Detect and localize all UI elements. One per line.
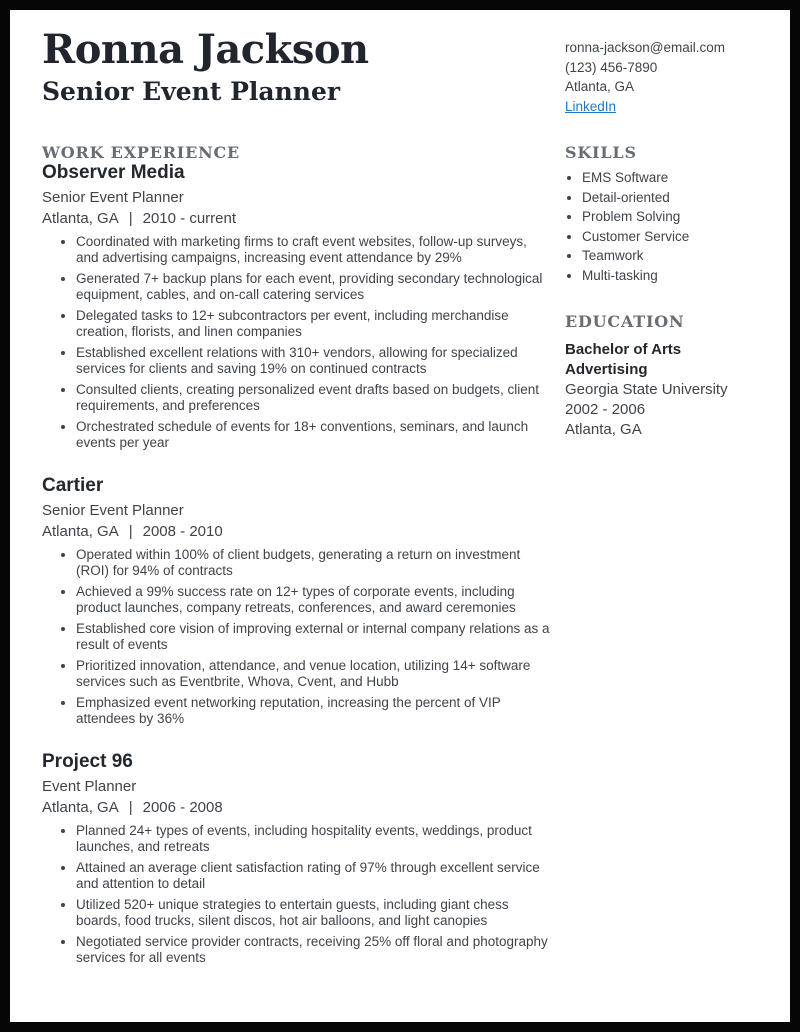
header-identity — [42, 26, 552, 116]
job-project-96 — [42, 751, 552, 966]
education-location: Atlanta, GA — [565, 420, 642, 438]
job-bullet: • Orchestrated schedule of events for 18+ conventions, seminars, and launch events per year — [76, 419, 552, 451]
job-location: Atlanta, GA — [42, 799, 119, 816]
meta-separator: | — [128, 799, 133, 816]
job-role: Senior Event Planner — [42, 502, 184, 519]
job-location: Atlanta, GA — [42, 210, 119, 227]
meta-separator: | — [128, 523, 133, 540]
job-meta — [42, 210, 552, 227]
job-bullet: • Operated within 100% of client budgets, generating a return on investment (ROI) for 94% of contracts — [76, 547, 552, 579]
job-bullet: • Planned 24+ types of events, including hospitality events, weddings, product launches, and retreats — [76, 823, 552, 855]
contact-location: Atlanta, GA — [565, 79, 635, 94]
job-bullet: • Consulted clients, creating personalized event drafts based on budgets, client requirements, and preferences — [76, 382, 552, 414]
education-major: Advertising — [565, 360, 648, 378]
job-bullet: • Prioritized innovation, attendance, and venue location, utilizing 14+ software services such as Eventbrite, Whova, Cvent, and Hubb — [76, 658, 552, 690]
sidebar-column — [565, 116, 764, 971]
job-meta — [42, 799, 552, 816]
job-bullet: • Attained an average client satisfaction rating of 97% through excellent service and attention to detail — [76, 860, 552, 892]
job-bullet: • Delegated tasks to 12+ subcontractors per event, including merchandise creation, florists, and linen companies — [76, 308, 552, 340]
company-name: Project 96 — [42, 751, 133, 772]
job-dates: 2010 - current — [142, 210, 237, 227]
linkedin-link[interactable]: LinkedIn — [565, 98, 617, 114]
contact-email: ronna-jackson@email.com — [565, 40, 726, 55]
job-bullet-list — [42, 823, 552, 966]
education-heading: EDUCATION — [565, 311, 685, 331]
skill-item: • Problem Solving — [582, 210, 764, 224]
job-bullet: • Utilized 520+ unique strategies to entertain guests, including giant chess boards, food trucks, silent discos, hot air balloons, and light canopies — [76, 897, 552, 929]
job-bullet: • Achieved a 99% success rate on 12+ types of corporate events, including product launches, company retreats, conferences, and award ceremonies — [76, 584, 552, 616]
skills-list — [565, 171, 764, 283]
job-bullet: • Established core vision of improving external or internal company relations as a result of events — [76, 621, 552, 653]
job-role: Event Planner — [42, 778, 137, 795]
company-name: Observer Media — [42, 162, 185, 183]
education-degree: Bachelor of Arts — [565, 340, 682, 358]
skill-item: • Multi-tasking — [582, 269, 764, 283]
person-title: Senior Event Planner — [42, 76, 341, 106]
job-location: Atlanta, GA — [42, 523, 119, 540]
contact-block — [565, 26, 764, 116]
education-block — [565, 340, 764, 440]
job-bullet: • Negotiated service provider contracts, receiving 25% off floral and photography services for all events — [76, 934, 552, 966]
skill-item: • EMS Software — [582, 171, 764, 185]
contact-phone: (123) 456-7890 — [565, 59, 658, 75]
company-name: Cartier — [42, 475, 104, 496]
job-bullet-list — [42, 547, 552, 727]
job-bullet: • Coordinated with marketing firms to craft event websites, follow-up surveys, and advertising campaigns, increasing event attendance by 29% — [76, 234, 552, 266]
skill-item: • Teamwork — [582, 249, 764, 263]
work-experience-heading: WORK EXPERIENCE — [42, 143, 241, 162]
job-meta — [42, 523, 552, 540]
job-cartier — [42, 475, 552, 727]
meta-separator: | — [128, 210, 133, 227]
job-bullet: • Established excellent relations with 310+ vendors, allowing for specialized services for clients and saving 19% on continued contracts — [76, 345, 552, 377]
job-bullet-list — [42, 234, 552, 451]
job-bullet: • Generated 7+ backup plans for each event, providing secondary technological equipment, cables, and on-call catering services — [76, 271, 552, 303]
education-dates: 2002 - 2006 — [565, 400, 646, 418]
skill-item: • Detail-oriented — [582, 191, 764, 205]
job-role: Senior Event Planner — [42, 189, 184, 206]
skill-item: • Customer Service — [582, 230, 764, 244]
job-dates: 2008 - 2010 — [142, 523, 223, 540]
page-grid — [42, 26, 764, 971]
education-school: Georgia State University — [565, 380, 728, 398]
job-observer-media — [42, 162, 552, 451]
main-column — [42, 116, 552, 971]
job-bullet: • Emphasized event networking reputation, increasing the percent of VIP attendees by 36% — [76, 695, 552, 727]
person-name: Ronna Jackson — [42, 26, 369, 73]
skills-heading: SKILLS — [565, 143, 637, 162]
job-dates: 2006 - 2008 — [142, 799, 223, 816]
